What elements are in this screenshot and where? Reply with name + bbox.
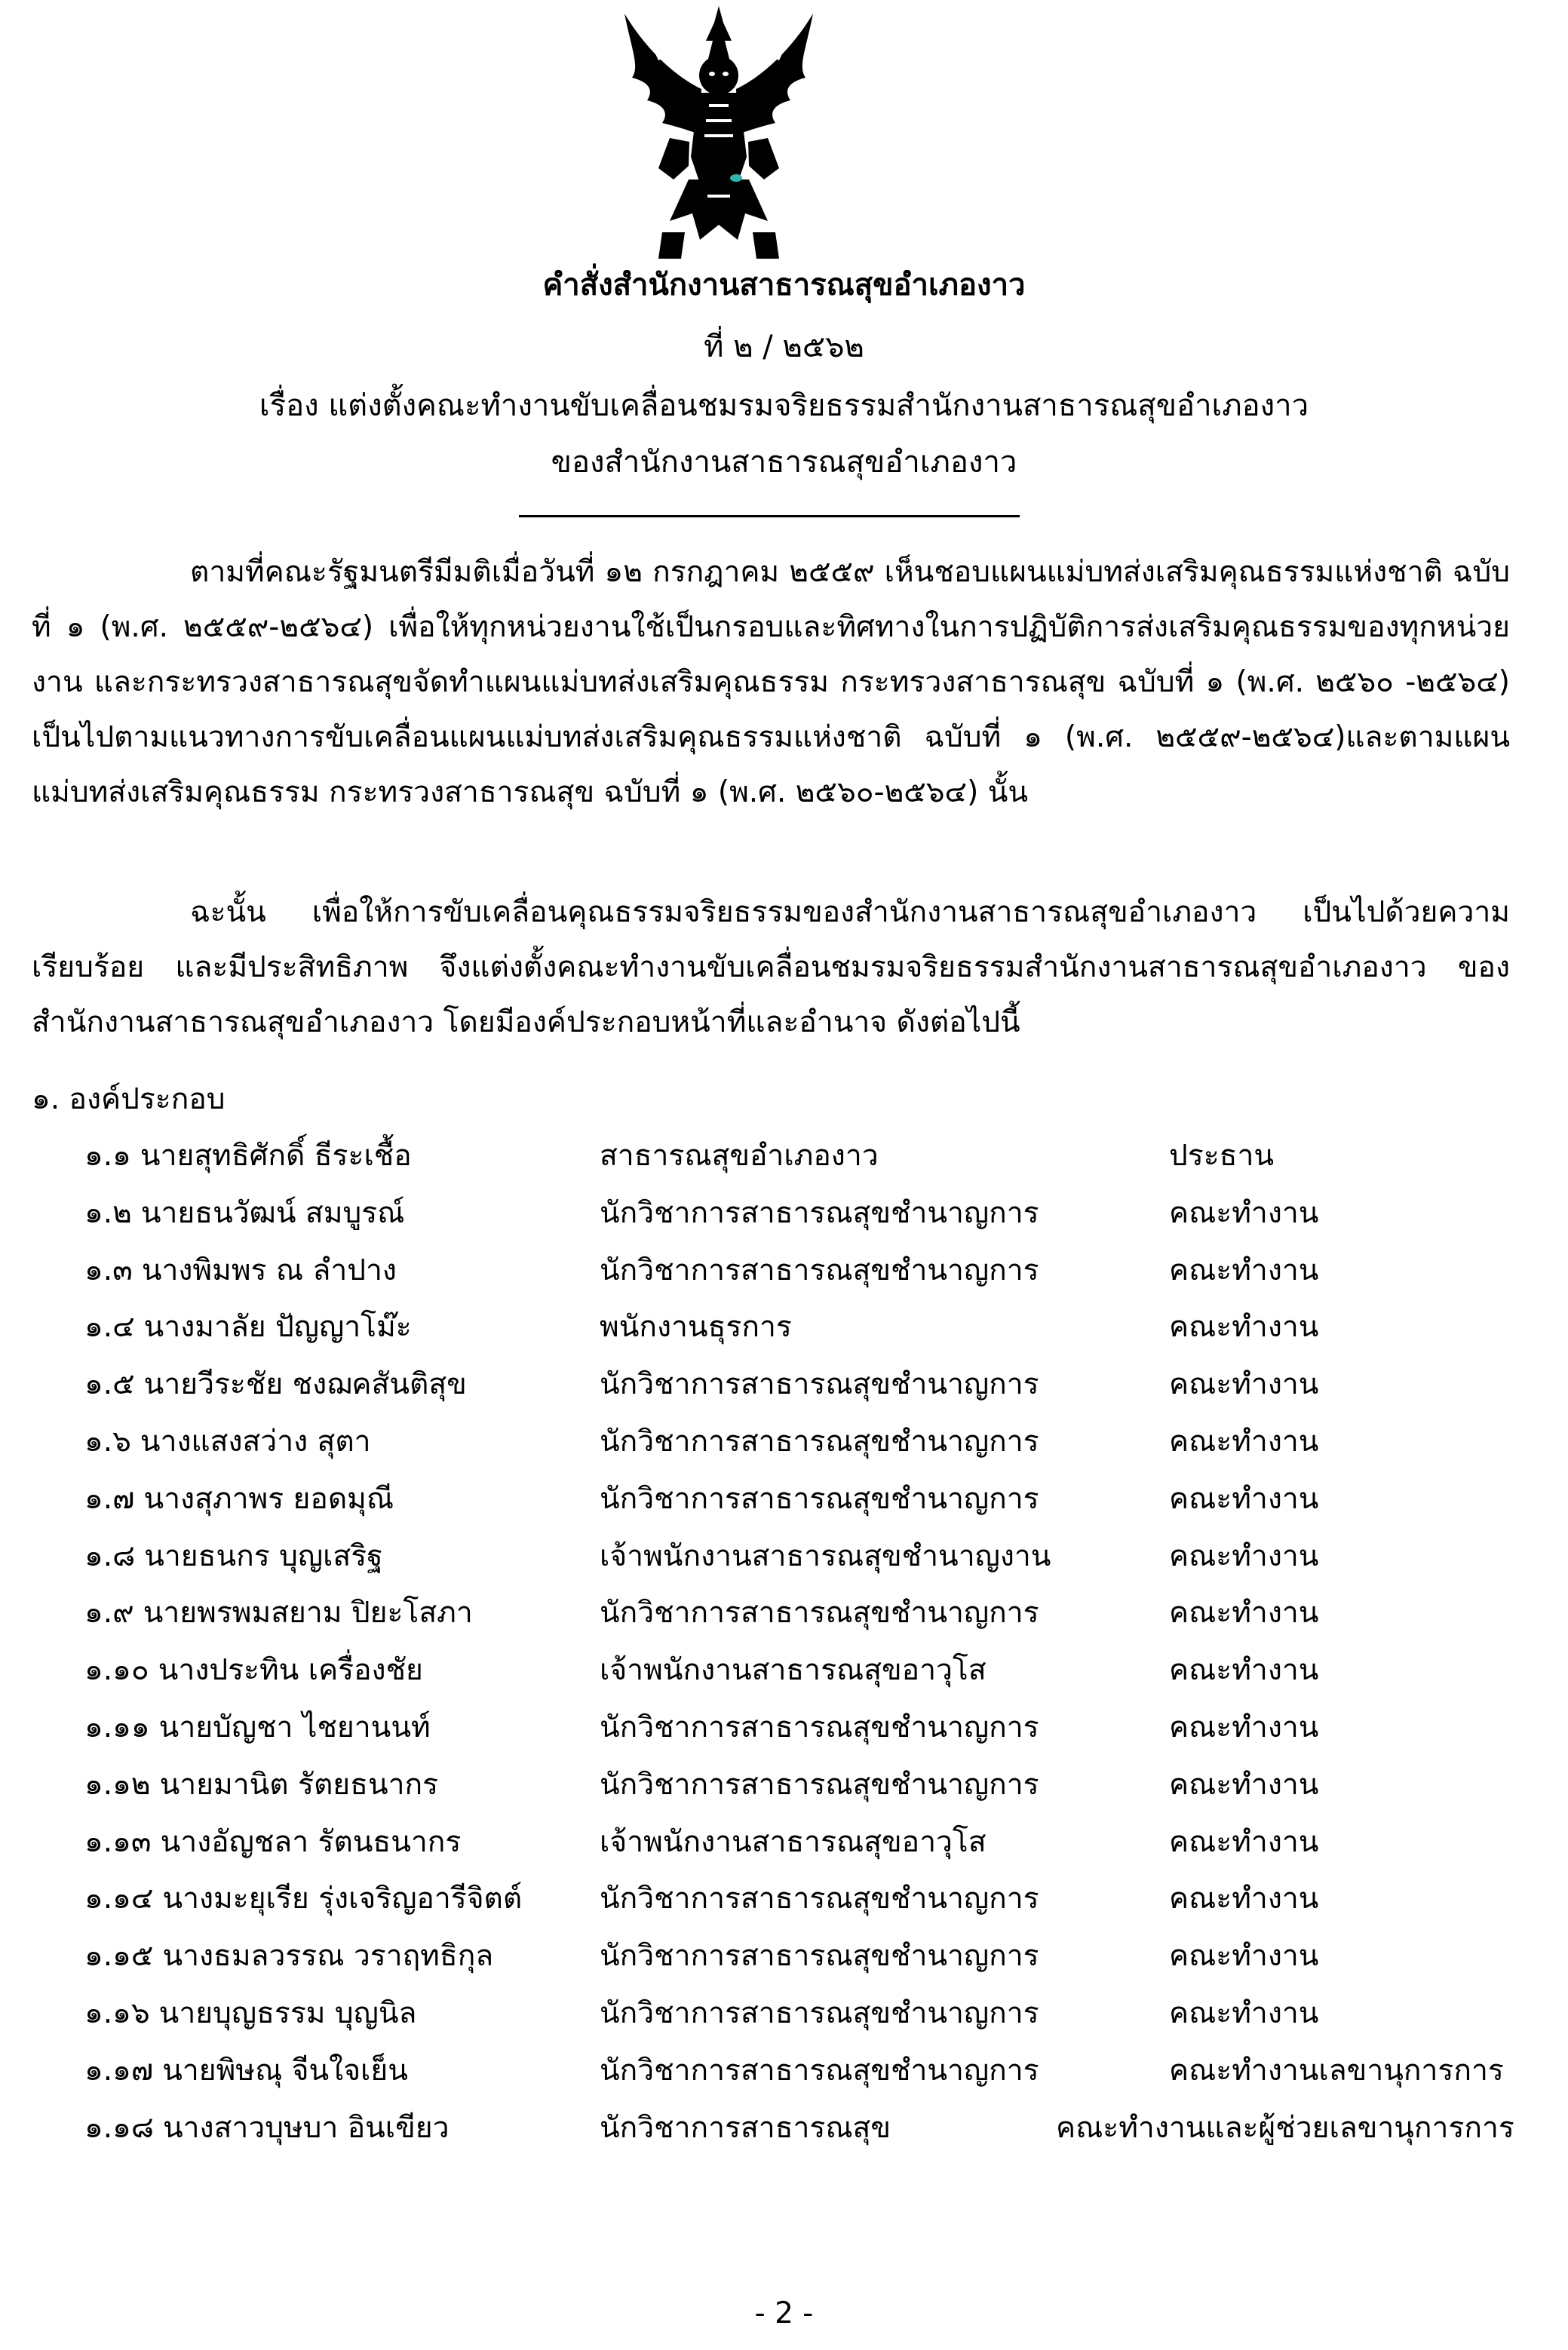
member-name: นายมานิต รัตยธนากร (159, 1767, 439, 1802)
member-number: ๑.๑๖ (84, 1996, 150, 2030)
document-title: คำสั่งสำนักงานสาธารณสุขอำเภองาว (542, 268, 1026, 302)
member-number: ๑.๔ (84, 1310, 135, 1345)
member-role: คณะทำงาน (1169, 1253, 1319, 1287)
member-number: ๑.๑๘ (84, 2110, 154, 2145)
document-subject-line2: ของสำนักงานสาธารณสุขอำเภองาว (551, 445, 1017, 480)
member-role: คณะทำงานเลขานุการการ (1169, 2053, 1504, 2088)
member-position: เจ้าพนักงานสาธารณสุขอาวุโส (600, 1653, 987, 1688)
member-number: ๑.๑๑ (84, 1710, 150, 1744)
list-item (0, 1764, 1568, 1821)
member-number: ๑.๒ (84, 1195, 132, 1230)
member-position: นักวิชาการสาธารณสุขชำนาญการ (600, 1882, 1039, 1916)
member-role: คณะทำงาน (1169, 1996, 1319, 2030)
member-name: นางพิมพร ณ ลำปาง (141, 1253, 397, 1287)
member-number: ๑.๑๔ (84, 1882, 154, 1916)
member-position: นักวิชาการสาธารณสุขชำนาญการ (600, 1481, 1039, 1516)
member-name: นายวีระชัย ชงฌคสันติสุข (143, 1367, 467, 1402)
member-number: ๑.๖ (84, 1424, 131, 1459)
member-name: นางสุภาพร ยอดมุณี (143, 1481, 394, 1516)
page-number: - 2 - (754, 2296, 814, 2330)
member-position: นักวิชาการสาธารณสุข (600, 2110, 891, 2145)
member-name: นางมะยุเรีย รุ่งเจริญอารีจิตต์ (162, 1882, 523, 1916)
member-role: คณะทำงาน (1169, 1939, 1319, 1974)
member-position: นักวิชาการสาธารณสุขชำนาญการ (600, 1253, 1039, 1287)
list-item (0, 1649, 1568, 1707)
header-divider (519, 515, 1020, 517)
member-role: คณะทำงาน (1169, 1710, 1319, 1744)
paragraph-order-text: ฉะนั้น เพื่อให้การขับเคลื่อนคุณธรรมจริยธรรมของสำนักงานสาธารณสุขอำเภองาว เป็นไปด้วยความเรียบร้อย และมีประสิทธิภาพ จึงแต่งตั้งคณะทำงานขับเคลื่อนชมรมจริยธรรมสำนักงานสาธารณสุขอำเภองาว ของสำนักงานสาธารณสุขอำเภองาว โดยมีองค์ประกอบหน้าที่และอำนาจ ดังต่อไปนี้ (32, 895, 1510, 1039)
garuda-emblem-icon (617, 6, 821, 262)
member-position: นักวิชาการสาธารณสุขชำนาญการ (600, 1710, 1039, 1744)
member-role: คณะทำงาน (1169, 1767, 1319, 1802)
member-number: ๑.๑๕ (84, 1939, 154, 1974)
list-item (0, 2050, 1568, 2107)
member-number: ๑.๑๓ (84, 1824, 152, 1859)
member-position: นักวิชาการสาธารณสุขชำนาญการ (600, 2053, 1039, 2088)
member-number: ๑.๑๗ (84, 2053, 154, 2088)
member-name: นางมาลัย ปัญญาโม๊ะ (143, 1310, 412, 1345)
member-name: นายพรพมสยาม ปิยะโสภา (143, 1596, 473, 1631)
list-item (0, 1592, 1568, 1649)
member-name: นางประทิน เครื่องชัย (158, 1653, 423, 1688)
member-name: นายสุทธิศักดิ์ ธีระเชื้อ (140, 1139, 412, 1173)
member-role: ประธาน (1169, 1139, 1275, 1173)
member-position: นักวิชาการสาธารณสุขชำนาญการ (600, 1939, 1039, 1974)
member-position: นักวิชาการสาธารณสุขชำนาญการ (600, 1424, 1039, 1459)
list-item (0, 1935, 1568, 1993)
member-role: คณะทำงาน (1169, 1824, 1319, 1859)
list-item (0, 1821, 1568, 1879)
list-item (0, 1306, 1568, 1364)
list-item (0, 1478, 1568, 1535)
list-item (0, 1364, 1568, 1421)
member-role: คณะทำงาน (1169, 1596, 1319, 1631)
member-position: พนักงานธุรการ (600, 1310, 792, 1345)
member-number: ๑.๓ (84, 1253, 133, 1287)
member-position: สาธารณสุขอำเภองาว (600, 1139, 879, 1173)
member-number: ๑.๑๐ (84, 1653, 149, 1688)
member-role: คณะทำงาน (1169, 1195, 1319, 1230)
list-item (0, 1707, 1568, 1764)
member-position: นักวิชาการสาธารณสุขชำนาญการ (600, 1367, 1039, 1402)
member-name: นางแสงสว่าง สุตา (140, 1424, 371, 1459)
member-role: คณะทำงาน (1169, 1367, 1319, 1402)
list-item (0, 1250, 1568, 1307)
member-number: ๑.๙ (84, 1596, 134, 1631)
member-role: คณะทำงาน (1169, 1424, 1319, 1459)
list-item (0, 1192, 1568, 1250)
member-name: นายธนวัฒน์ สมบูรณ์ (140, 1195, 405, 1230)
member-position: เจ้าพนักงานสาธารณสุขอาวุโส (600, 1824, 987, 1859)
list-item (0, 1993, 1568, 2050)
list-item (0, 1135, 1568, 1192)
member-position: นักวิชาการสาธารณสุขชำนาญการ (600, 1596, 1039, 1631)
member-number: ๑.๑๒ (84, 1767, 151, 1802)
paragraph-order (32, 885, 1510, 1050)
member-role: คณะทำงาน (1169, 1882, 1319, 1916)
member-name: นางอัญชลา รัตนธนากร (160, 1824, 462, 1859)
member-name: นางสาวบุษบา อินเขียว (163, 2110, 450, 2145)
member-name: นายพิษณุ จีนใจเย็น (162, 2053, 408, 2088)
member-role: คณะทำงาน (1169, 1310, 1319, 1345)
member-role: คณะทำงานและผู้ช่วยเลขานุการการ (1056, 2110, 1514, 2145)
member-number: ๑.๗ (84, 1481, 135, 1516)
member-role: คณะทำงาน (1169, 1653, 1319, 1688)
paragraph-background (32, 545, 1510, 820)
list-item (0, 1421, 1568, 1478)
member-number: ๑.๕ (84, 1367, 135, 1402)
member-position: นักวิชาการสาธารณสุขชำนาญการ (600, 1767, 1039, 1802)
list-item (0, 2107, 1568, 2164)
member-list (0, 1135, 1568, 2164)
paragraph-background-text: ตามที่คณะรัฐมนตรีมีมติเมื่อวันที่ ๑๒ กรกฎาคม ๒๕๕๙ เห็นชอบแผนแม่บทส่งเสริมคุณธรรมแห่งชาติ ฉบับที่ ๑ (พ.ศ. ๒๕๕๙-๒๕๖๔) เพื่อให้ทุกหน่วยงานใช้เป็นกรอบและทิศทางในการปฏิบัติการส่งเสริมคุณธรรมของทุกหน่วยงาน และกระทรวงสาธารณสุขจัดทำแผนแม่บทส่งเสริมคุณธรรม กระทรวงสาธารณสุข ฉบับที่ ๑ (พ.ศ. ๒๕๖๐ -๒๕๖๔) เป็นไปตามแนวทางการขับเคลื่อนแผนแม่บทส่งเสริมคุณธรรมแห่งชาติ ฉบับที่ ๑ (พ.ศ. ๒๕๕๙-๒๕๖๔)และตามแผนแม่บทส่งเสริมคุณธรรม กระทรวงสาธารณสุข ฉบับที่ ๑ (พ.ศ. ๒๕๖๐-๒๕๖๔) นั้น (32, 555, 1510, 809)
member-name: นายบุญธรรม บุญนิล (158, 1996, 417, 2030)
member-number: ๑.๘ (84, 1539, 136, 1573)
member-name: นางธมลวรรณ วราฤทธิกุล (162, 1939, 494, 1974)
member-number: ๑.๑ (84, 1139, 131, 1173)
document-number: ที่ ๒ / ๒๕๖๒ (704, 330, 864, 364)
member-position: เจ้าพนักงานสาธารณสุขชำนาญงาน (600, 1539, 1051, 1573)
member-name: นายธนกร บุญเสริฐ (144, 1539, 383, 1573)
member-role: คณะทำงาน (1169, 1481, 1319, 1516)
section-title-composition: ๑. องค์ประกอบ (32, 1082, 226, 1116)
list-item (0, 1878, 1568, 1935)
member-name: นายบัญชา ไชยานนท์ (158, 1710, 431, 1744)
document-subject: เรื่อง แต่งตั้งคณะทำงานขับเคลื่อนชมรมจริยธรรมสำนักงานสาธารณสุขอำเภองาว (259, 388, 1309, 423)
list-item (0, 1535, 1568, 1593)
member-role: คณะทำงาน (1169, 1539, 1319, 1573)
member-position: นักวิชาการสาธารณสุขชำนาญการ (600, 1195, 1039, 1230)
member-position: นักวิชาการสาธารณสุขชำนาญการ (600, 1996, 1039, 2030)
